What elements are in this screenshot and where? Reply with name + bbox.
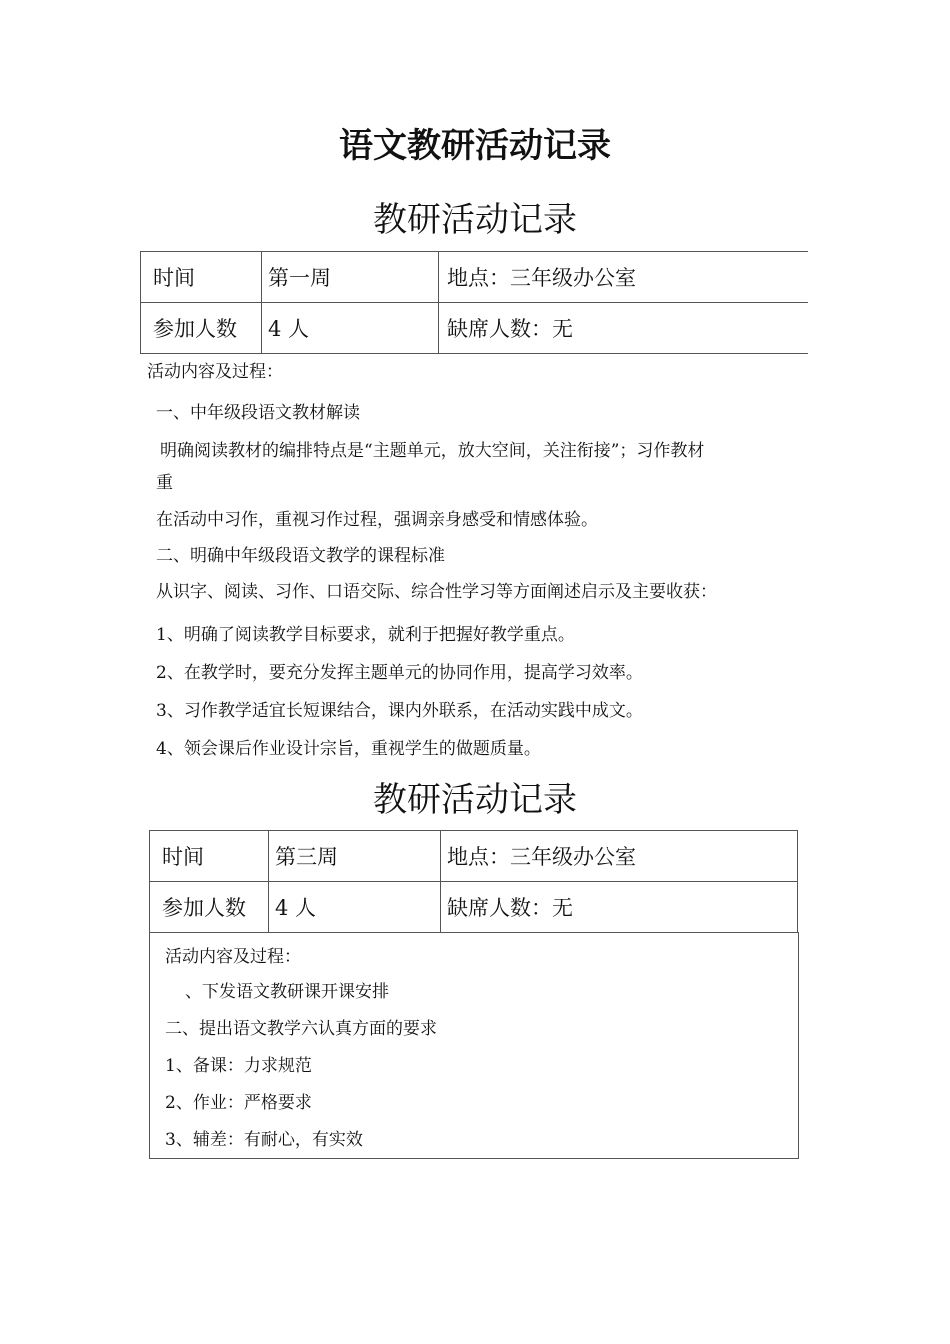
section1-line: 在活动中习作，重视习作过程，强调亲身感受和情感体验。 [156,510,598,530]
section2-line: 二、提出语文教学六认真方面的要求 [165,1019,437,1039]
section1-line: 3、习作教学适宜长短课结合，课内外联系，在活动实践中成文。 [156,701,643,721]
time-value: 第三周 [269,831,441,882]
section1-line: 4、领会课后作业设计宗旨，重视学生的做题质量。 [156,739,541,759]
time-label: 时间 [141,252,262,303]
location-cell: 地点：三年级办公室 [441,831,798,882]
absent-cell: 缺席人数：无 [441,882,798,933]
section2-line: 、下发语文教研课开课安排 [185,982,389,1002]
attendees-label: 参加人数 [141,303,262,354]
location-cell: 地点：三年级办公室 [439,252,809,303]
section1-line: 明确阅读教材的编排特点是“主题单元，放大空间，关注衔接”；习作教材 [160,441,705,461]
section1-content-label: 活动内容及过程： [147,362,283,382]
section1-line: 1、明确了阅读教学目标要求，就利于把握好教学重点。 [156,625,575,645]
section2-line: 1、备课：力求规范 [165,1056,312,1076]
table-row [150,882,798,933]
section2-line: 2、作业：严格要求 [165,1093,312,1113]
section1-info-table [140,251,808,354]
table-row [141,252,809,303]
time-value: 第一周 [262,252,439,303]
document-title: 语文教研活动记录 [339,126,611,166]
section1-heading: 教研活动记录 [373,200,577,240]
section1-line: 2、在教学时，要充分发挥主题单元的协同作用，提高学习效率。 [156,663,643,683]
section2-heading: 教研活动记录 [373,780,577,820]
attendees-value: 4 人 [269,882,441,933]
section1-line: 二、明确中年级段语文教学的课程标准 [156,546,445,566]
section1-line: 重 [156,473,173,493]
attendees-label: 参加人数 [150,882,269,933]
section1-line: 一、中年级段语文教材解读 [156,403,360,423]
table-row [141,303,809,354]
time-label: 时间 [150,831,269,882]
absent-cell: 缺席人数：无 [439,303,809,354]
section1-line: 从识字、阅读、习作、口语交际、综合性学习等方面阐述启示及主要收获： [156,582,717,602]
attendees-value: 4 人 [262,303,439,354]
table-row [150,831,798,882]
section2-content-label: 活动内容及过程： [165,947,301,967]
section2-line: 3、辅差：有耐心，有实效 [165,1130,363,1150]
section2-info-table [149,830,798,933]
